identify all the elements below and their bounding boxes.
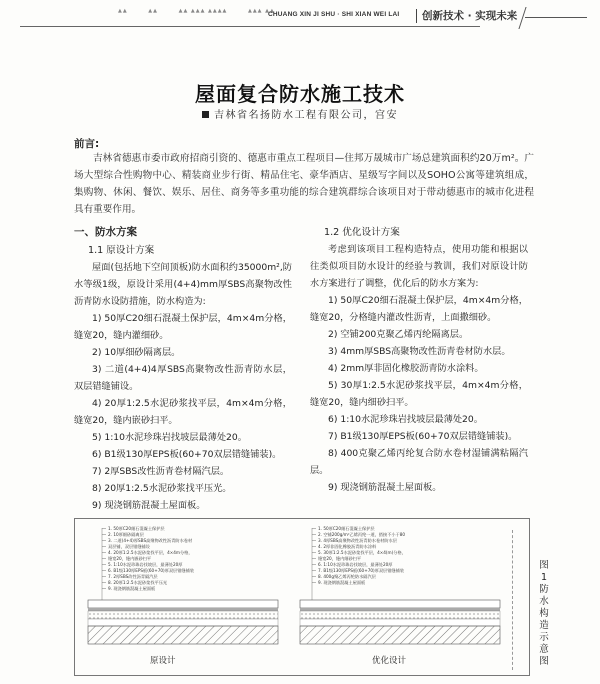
layer-label: 4. 20厚1:2.5水泥砂浆找平层，4×4m分格， xyxy=(108,550,193,555)
list-item: 3) 4mm厚SBS高聚物改性沥青卷材防水层。 xyxy=(328,346,511,357)
layer-label: 3. 二道(4+4)厚SBS高聚物改性沥青防水卷材 xyxy=(108,538,193,543)
magazine-name: CHUANG XIN JI SHU · SHI XIAN WEI LAI xyxy=(268,11,400,18)
preface-heading: 前言: xyxy=(74,138,100,150)
figure-caption: 图1 防水构造示意图 xyxy=(539,560,549,667)
list-item: 8) 20厚1:2.5水泥砂浆找平压光。 xyxy=(92,483,232,494)
layer-slope xyxy=(88,619,278,626)
layer-label: 9. 现浇钢筋混凝土屋面板 xyxy=(108,586,156,591)
paragraph: 屋面(包括地下空间顶板)防水面积约35000m²,防水等级1级，原设计采用(4+4)mm厚SBS高聚物改性沥青防水设防措施，防水构造为: xyxy=(74,262,292,307)
list-item: 4) 20厚1:2.5水泥砂浆找平层，4m×4m分格，缝宽20，缝内嵌砂扫平。 xyxy=(74,398,292,426)
layer-label: 2. 10厚细砂隔离层 xyxy=(108,532,144,537)
header-code: ▲▲ xyxy=(148,8,158,14)
layer-label: 8. 400g聚乙烯丙纶防水隔汽层 xyxy=(318,574,376,579)
list-item: 7) B1级130厚EPS板(60+70双层错缝铺装)。 xyxy=(328,431,518,442)
subsection-heading: 1.1 原设计方案 xyxy=(88,245,155,256)
layer-label: 5. 30厚1:2.5水泥砂浆找平层，4×4(m)分格， xyxy=(318,550,406,555)
list-item: 5) 30厚1:2.5水泥砂浆找平层，4m×4m分格，缝宽20，缝内细砂扫平。 xyxy=(310,380,528,408)
layer-membrane xyxy=(88,608,278,611)
layer-label: 3. 4厚SBS高聚物改性沥青防水卷材防水层 xyxy=(318,538,397,543)
layer-protective xyxy=(300,600,500,608)
author-text: 吉林省名扬防水工程有限公司，宫安 xyxy=(214,110,398,121)
subsection-heading: 1.2 优化设计方案 xyxy=(324,227,400,238)
section-heading: 一、防水方案 xyxy=(74,226,137,238)
header-code: ▲▲▲ ▲▲ xyxy=(247,8,275,14)
layer-label: 双层铺，双层错缝铺设 xyxy=(108,544,150,549)
layer-label: 4. 2厚非固化橡胶沥青防水涂料 xyxy=(318,544,377,549)
layer-leveling xyxy=(88,611,278,619)
list-item: 6) B1级130厚EPS板(60+70双层错缝铺装)。 xyxy=(92,449,282,460)
figure-label-original: 原设计 xyxy=(150,656,176,666)
header-code: ▲▲ xyxy=(118,8,128,14)
layer-label: 7. 2厚SBS改性沥青隔汽层 xyxy=(108,574,158,579)
list-item: 3) 二道(4+4)4厚SBS高聚物改性沥青防水层，双层错缝铺设。 xyxy=(74,364,292,392)
layer-slab xyxy=(88,626,278,644)
layer-label: 1. 50厚C20细石混凝土保护层 xyxy=(318,526,375,531)
list-item: 5) 1:10水泥珍珠岩找坡层最薄处20。 xyxy=(92,432,247,443)
layer-label: 缝宽20，缝内细砂扫平 xyxy=(318,556,362,561)
column-name: 创新技术 · 实现未来 xyxy=(422,10,518,22)
list-item: 7) 2厚SBS改性沥青卷材隔汽层。 xyxy=(92,466,230,477)
article-title: 屋面复合防水施工技术 xyxy=(195,82,405,106)
layer-protective xyxy=(88,600,278,608)
layer-membrane xyxy=(300,608,500,611)
list-item: 1) 50厚C20细石混凝土保护层，4m×4m分格，缝宽20，分格缝内灌改性沥青，上面撒细砂。 xyxy=(310,295,528,323)
layer-label: 1. 50厚C20细石混凝土保护层 xyxy=(108,526,165,531)
layer-label: 7. B1级130厚EPS板(60+70)厚双层错缝铺装 xyxy=(318,568,404,573)
layer-slope xyxy=(300,619,500,626)
list-item: 2) 10厚细砂隔离层。 xyxy=(92,347,181,358)
figure-label-optimized: 优化设计 xyxy=(372,656,407,666)
list-item: 1) 50厚C20细石混凝土保护层，4m×4m分格，缝宽20，缝内灌细砂。 xyxy=(74,313,292,341)
optimized-design-diagram xyxy=(300,525,500,644)
layer-label: 2. 空铺200g/m²乙烯丙纶一道，搭接不小于80 xyxy=(318,532,406,537)
list-item: 2) 空铺200克聚乙烯丙纶隔离层。 xyxy=(328,329,469,340)
layer-slab xyxy=(300,626,500,644)
original-design-diagram xyxy=(88,525,278,644)
list-item: 6) 1:10水泥珍珠岩找坡层最薄处20。 xyxy=(328,414,483,425)
layer-label: 9. 现浇钢筋混凝土屋面板 xyxy=(318,580,366,585)
paragraph: 考虑到该项目工程构造特点，使用功能和根据以往类似项目防水设计的经验与教训，我们对原设计防水方案进行了调整，优化后的防水方案为: xyxy=(310,244,528,289)
list-item: 8) 400克聚乙烯丙纶复合防水卷材湿铺满粘隔汽层。 xyxy=(310,448,528,476)
list-item: 9) 现浇钢筋混凝土屋面板。 xyxy=(328,482,442,493)
layer-label: 缝宽20，缝内嵌砂扫平 xyxy=(108,556,152,561)
layer-label: 6. B1级130厚EPS板(60+70)厚双层错缝铺装 xyxy=(108,568,194,573)
layer-label: 8. 20厚1:2.5水泥砂浆找平压光 xyxy=(108,580,168,585)
list-item: 9) 现浇钢筋混凝土屋面板。 xyxy=(92,500,206,511)
list-item: 4) 2mm厚非固化橡胶沥青防水涂料。 xyxy=(328,363,484,374)
preface-text: 吉林省德惠市委市政府招商引资的、德惠市重点工程项目—住邦万晟城市广场总建筑面积约20万m²。广场大型综合性购物中心、精装商业步行街、精品住宅、豪华酒店、星级写字间以及SOHO公寓等建筑组成，集购物、休闲、餐饮、娱乐、居住、商务等多重功能的综合建筑群综合该项目对于带动德惠市的城市化进程具有重要作用。 xyxy=(74,153,534,215)
layer-leveling xyxy=(300,611,500,619)
layer-label: 6. 1:10水泥珍珠岩找坡层，最薄处20厚 xyxy=(318,562,393,567)
layer-label: 5. 1:10水泥珍珠岩找坡层，最薄处20厚 xyxy=(108,562,183,567)
header-code: ▲▲ ▲▲▲ ▲▲▲▲ xyxy=(178,8,228,14)
